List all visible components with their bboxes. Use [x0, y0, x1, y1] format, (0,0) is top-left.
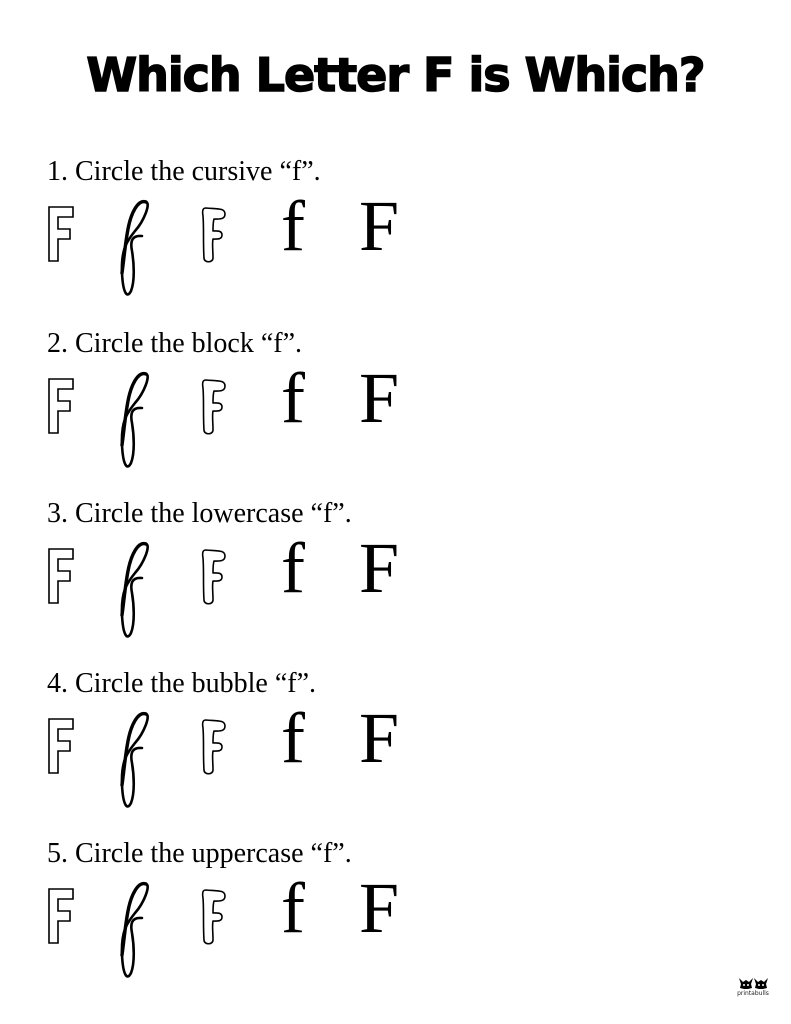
bubble-f-icon: [200, 206, 228, 264]
cursive-f-icon: [108, 371, 154, 471]
lowercase-f-letter: f: [281, 698, 305, 778]
uppercase-f-letter: F: [359, 528, 400, 608]
bull-logo-icon: [736, 976, 770, 990]
question-prompt: 2. Circle the block “f”.: [47, 328, 303, 359]
uppercase-f-letter: F: [359, 868, 400, 948]
outline-f-icon: [46, 205, 76, 263]
bubble-f-icon: [200, 548, 228, 606]
worksheet-title: Which Letter F is Which?: [86, 48, 705, 102]
cursive-f-icon: [108, 199, 154, 299]
cursive-f-icon: [108, 881, 154, 981]
outline-f-icon: [46, 377, 76, 435]
question-prompt: 1. Circle the cursive “f”.: [47, 156, 321, 187]
question-5: [0, 840, 791, 1010]
outline-f-icon: [46, 887, 76, 945]
question-1: [0, 158, 791, 328]
outline-f-icon: [46, 547, 76, 605]
question-prompt: 3. Circle the lowercase “f”.: [47, 498, 352, 529]
question-prompt: 5. Circle the uppercase “f”.: [47, 838, 352, 869]
lowercase-f-letter: f: [281, 186, 305, 266]
question-3: [0, 500, 791, 670]
uppercase-f-letter: F: [359, 358, 400, 438]
lowercase-f-letter: f: [281, 358, 305, 438]
uppercase-f-letter: F: [359, 186, 400, 266]
bubble-f-icon: [200, 718, 228, 776]
question-4: [0, 670, 791, 840]
cursive-f-icon: [108, 711, 154, 811]
bubble-f-icon: [200, 888, 228, 946]
lowercase-f-letter: f: [281, 528, 305, 608]
lowercase-f-letter: f: [281, 868, 305, 948]
printabulls-logo: [728, 976, 778, 1006]
question-prompt: 4. Circle the bubble “f”.: [47, 668, 317, 699]
outline-f-icon: [46, 717, 76, 775]
bubble-f-icon: [200, 378, 228, 436]
cursive-f-icon: [108, 541, 154, 641]
logo-text: printabulls: [737, 990, 769, 997]
question-2: [0, 330, 791, 500]
uppercase-f-letter: F: [359, 698, 400, 778]
